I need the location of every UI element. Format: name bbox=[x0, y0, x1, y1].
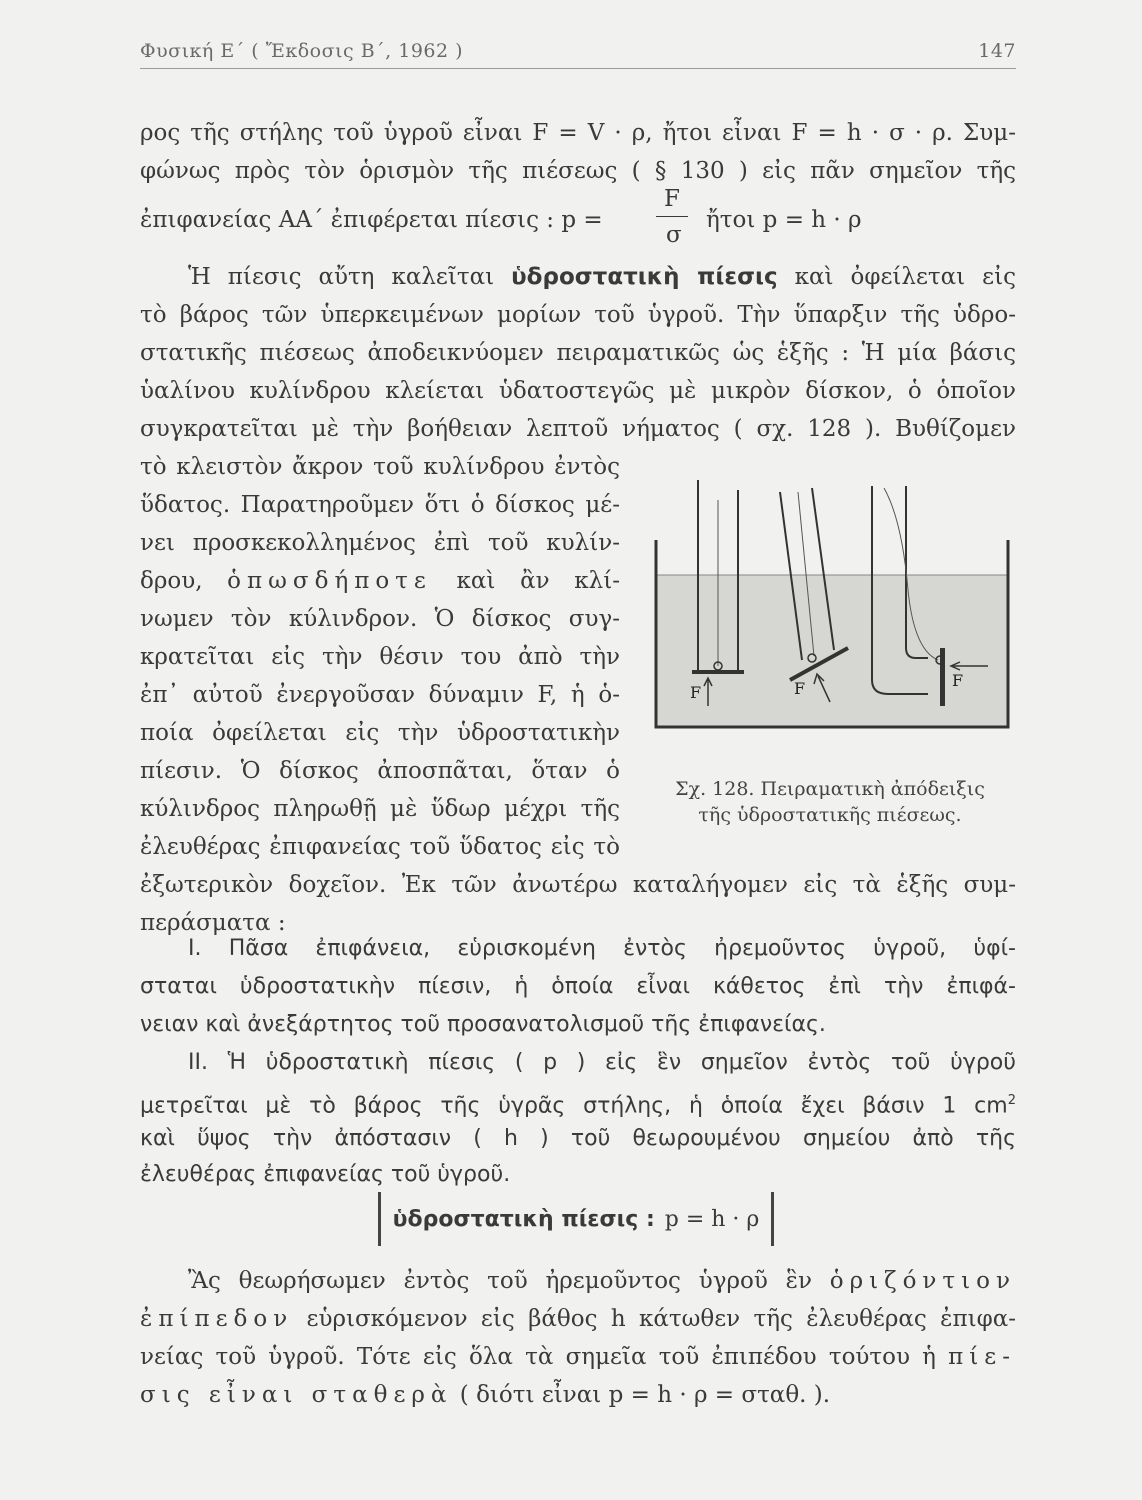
para1-line3 bbox=[140, 205, 700, 235]
para2-line6: τὸ κλειστὸν ἄκρον τοῦ κυλίνδρου ἐντὸς bbox=[140, 454, 620, 480]
para3-line3-pre: νείας τοῦ ὑγροῦ. Τότε εἰς ὅλα τὰ σημεῖα τοῦ ἐπιπέδου τούτου ἡ bbox=[140, 1344, 949, 1370]
figure-caption bbox=[640, 776, 1020, 828]
formula-box bbox=[378, 1192, 774, 1246]
header-rule bbox=[140, 68, 1016, 69]
para3-line2 bbox=[140, 1304, 1016, 1334]
page-number: 147 bbox=[978, 40, 1016, 62]
para2-line13: ποία ὀφείλεται εἰς τὴν ὑδροστατικὴν bbox=[140, 720, 620, 746]
para2-line9-pre: δρου, bbox=[140, 568, 228, 594]
para1-line1: ρος τῆς στήλης τοῦ ὑγροῦ εἶναι F = V · ρ, ἤτοι εἶναι F = h · σ · ρ. Συμ- bbox=[140, 120, 1016, 146]
para3-line1 bbox=[140, 1266, 1016, 1296]
force-label1: F bbox=[690, 683, 702, 702]
cm-squared-exponent: 2 bbox=[1007, 1093, 1016, 1108]
figure-hydrostatic-experiment bbox=[652, 480, 1012, 730]
running-head bbox=[140, 40, 1016, 62]
para2-line10: νωμεν τὸν κύλινδρον. Ὁ δίσκος συγ- bbox=[140, 606, 620, 632]
spaced-word-opsdipote: ὁπωσδήποτε bbox=[227, 568, 432, 594]
conclusion2-line2 bbox=[140, 1086, 1016, 1121]
fraction-numerator: F bbox=[664, 186, 680, 212]
spaced-word-pressure: πίε- bbox=[948, 1344, 1016, 1370]
para2-line5: συγκρατεῖται μὲ τὴν βοήθειαν λεπτοῦ νήματος ( σχ. 128 ). Βυθίζομεν bbox=[140, 416, 1016, 442]
formula-expression: p = h · ρ bbox=[664, 1206, 760, 1232]
para2-line1 bbox=[140, 262, 1016, 292]
conclusion1-line1: I. Πᾶσα ἐπιφάνεια, εὑρισκομένη ἐντὸς ἠρεμοῦντος ὑγροῦ, ὑφί- bbox=[188, 936, 1016, 961]
para3-line3 bbox=[140, 1342, 1016, 1372]
para3-line4-post: ( διότι εἶναι p = h · ρ = σταθ. ). bbox=[452, 1382, 831, 1408]
para2-line12: ἐπ᾽ αὐτοῦ ἐνεργοῦσαν δύναμιν F, ἡ ὁ- bbox=[140, 682, 620, 708]
para1-line3-tail: ἤτοι p = h · ρ bbox=[706, 207, 862, 233]
para2-line17: ἐξωτερικὸν δοχεῖον. Ἐκ τῶν ἀνωτέρω καταλήγομεν εἰς τὰ ἑξῆς συμ- bbox=[140, 872, 1016, 898]
force-label2: F bbox=[794, 679, 806, 698]
para2-line4: ὑαλίνου κυλίνδρου κλείεται ὑδατοστεγῶς μὲ μικρὸν δίσκον, ὁ ὁποῖον bbox=[140, 378, 1016, 404]
para2-line3: στατικῆς πιέσεως ἀποδεικνύομεν πειραματικῶς ὡς ἑξῆς : Ἡ μία βάσις bbox=[140, 340, 1016, 366]
conclusion1-line2: σταται ὑδροστατικὴν πίεσιν, ἡ ὁποία εἶναι κάθετος ἐπὶ τὴν ἐπιφά- bbox=[140, 974, 1016, 999]
caption-line1: Σχ. 128. Πειραματικὴ ἀπόδειξις bbox=[675, 778, 985, 800]
running-title: Φυσική Ε΄ ( Ἔκδοσις Β΄, 1962 ) bbox=[140, 40, 464, 62]
conclusion2-line1: II. Ἡ ὑδροστατικὴ πίεσις ( p ) εἰς ἓν σημεῖον ἐντὸς τοῦ ὑγροῦ bbox=[188, 1050, 1016, 1075]
para1-line2: φώνως πρὸς τὸν ὁρισμὸν τῆς πιέσεως ( § 130 ) εἰς πᾶν σημεῖον τῆς bbox=[140, 158, 1016, 184]
fraction-denominator: σ bbox=[666, 222, 682, 248]
spaced-word-plane: ἐπίπεδον bbox=[140, 1306, 294, 1332]
para2-line7: ὕδατος. Παρατηροῦμεν ὅτι ὁ δίσκος μέ- bbox=[140, 492, 620, 518]
caption-line2: τῆς ὑδροστατικῆς πιέσεως. bbox=[698, 804, 962, 826]
para2-line9 bbox=[140, 566, 620, 596]
para3-line2-post: εὑρισκόμενον εἰς βάθος h κάτωθεν τῆς ἐλευθέρας ἐπιφα- bbox=[293, 1306, 1016, 1332]
para2-line1-post: καὶ ὀφείλεται εἰς bbox=[777, 264, 1016, 290]
para3-line1-pre: Ἂς θεωρήσωμεν ἐντὸς τοῦ ἠρεμοῦντος ὑγροῦ ἓν bbox=[188, 1268, 830, 1294]
para2-line14: πίεσιν. Ὁ δίσκος ἀποσπᾶται, ὅταν ὁ bbox=[140, 758, 620, 784]
para3-line4 bbox=[140, 1380, 1016, 1410]
formula-term: ὑδροστατικὴ πίεσις : bbox=[392, 1206, 655, 1232]
pressure-def-text: ἐπιφανείας ΑΑ΄ ἐπιφέρεται πίεσις : p = bbox=[140, 207, 603, 233]
water-region bbox=[656, 575, 1008, 727]
para2-line16: ἐλευθέρας ἐπιφανείας τοῦ ὕδατος εἰς τὸ bbox=[140, 834, 620, 860]
spaced-phrase-is-constant: σις εἶναι σταθερὰ bbox=[140, 1382, 453, 1408]
para2-line11: κρατεῖται εἰς τὴν θέσιν του ἀπὸ τὴν bbox=[140, 644, 620, 670]
conclusion1-line3: νειαν καὶ ἀνεξάρτητος τοῦ προσανατολισμοῦ τῆς ἐπιφανείας. bbox=[140, 1012, 826, 1037]
para2-line8: νει προσκεκολλημένος ἐπὶ τοῦ κυλίν- bbox=[140, 530, 620, 556]
force-label3: F bbox=[952, 671, 964, 690]
para2-line9-post: καὶ ἂν κλί- bbox=[431, 568, 620, 594]
conclusion2-line4: ἐλευθέρας ἐπιφανείας τοῦ ὑγροῦ. bbox=[140, 1162, 511, 1187]
para2-line1-pre: Ἡ πίεσις αὔτη καλεῖται bbox=[188, 264, 512, 290]
para2-line15: κύλινδρος πληρωθῇ μὲ ὕδωρ μέχρι τῆς bbox=[140, 796, 620, 822]
term-hydrostatic-pressure: ὑδροστατικὴ πίεσις bbox=[511, 264, 778, 290]
para2-line2: τὸ βάρος τῶν ὑπερκειμένων μορίων τοῦ ὑγροῦ. Τὴν ὕπαρξιν τῆς ὑδρο- bbox=[140, 302, 1016, 328]
spaced-word-horizontal: ὁριζόντιον bbox=[829, 1268, 1016, 1294]
para2-line18: περάσματα : bbox=[140, 910, 286, 936]
fraction-bar bbox=[656, 216, 688, 217]
conclusion2-line2-text: μετρεῖται μὲ τὸ βάρος τῆς ὑγρᾶς στήλης, ἡ ὁποία ἔχει βάσιν 1 cm bbox=[140, 1093, 1008, 1119]
conclusion2-line3: καὶ ὕψος τὴν ἀπόστασιν ( h ) τοῦ θεωρουμένου σημείου ἀπὸ τῆς bbox=[140, 1126, 1016, 1151]
